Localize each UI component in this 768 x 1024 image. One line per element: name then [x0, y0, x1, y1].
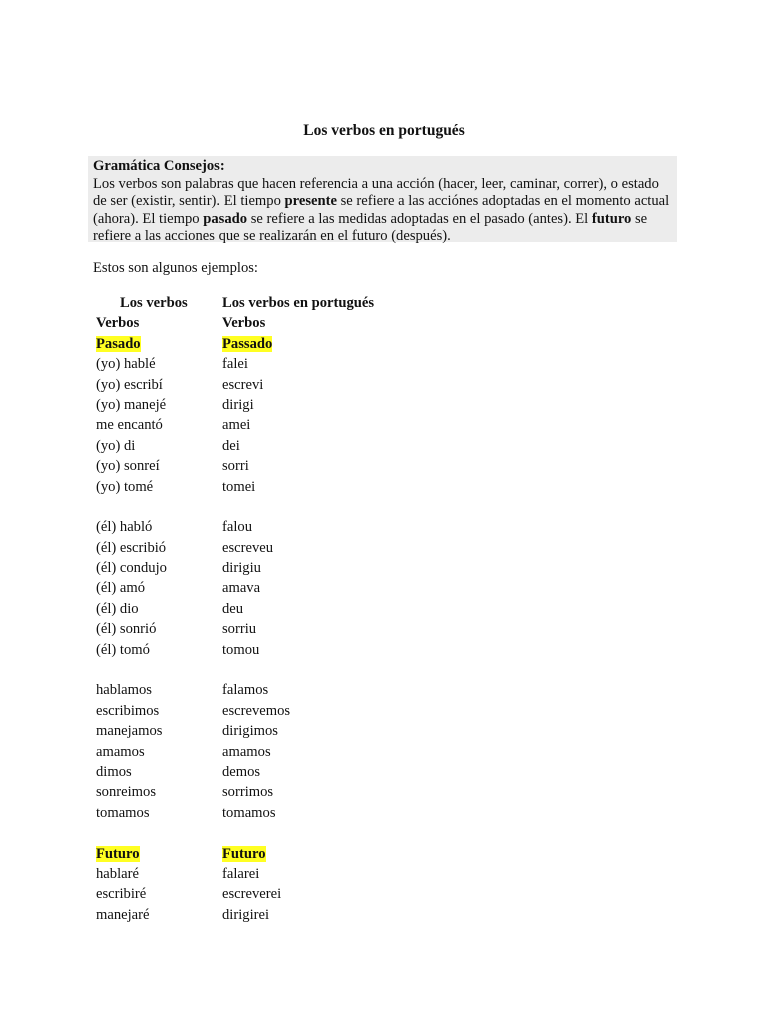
- future-label-portuguese: Futuro: [222, 845, 266, 862]
- spanish-verb: amamos: [96, 743, 145, 760]
- spacer: [96, 497, 516, 517]
- table-row: [96, 640, 516, 660]
- table-row: [96, 619, 516, 639]
- past-label-spanish: Pasado: [96, 335, 141, 352]
- portuguese-verb: sorriu: [222, 621, 257, 638]
- table-row: [96, 354, 516, 374]
- spanish-verb: (él) habló: [96, 519, 153, 536]
- past-label-portuguese: Passado: [222, 335, 273, 352]
- tips-bold-futuro: futuro: [591, 210, 632, 227]
- tips-text-1: Los verbos son palabras que hacen referencia a una acción (hacer, leer, caminar, correr), o estado de ser (existir, sentir). El tiempo: [93, 175, 659, 209]
- spanish-verb: tomamos: [96, 804, 150, 821]
- future-label-spanish: Futuro: [96, 845, 140, 862]
- spanish-verb: (él) tomó: [96, 641, 150, 658]
- portuguese-verb: escreveu: [222, 539, 274, 556]
- tips-body: [93, 176, 672, 246]
- past-nos-group: [96, 680, 516, 823]
- tips-bold-pasado: pasado: [203, 210, 248, 227]
- table-header-row: [96, 293, 516, 313]
- portuguese-verb: dirigirei: [222, 906, 270, 923]
- table-row: [96, 517, 516, 537]
- spanish-verb: (yo) sonreí: [96, 458, 160, 475]
- subheader-spanish: Verbos: [96, 315, 140, 332]
- portuguese-verb: amamos: [222, 743, 271, 760]
- portuguese-verb: falou: [222, 519, 252, 536]
- future-tense-label-row: [96, 844, 516, 864]
- portuguese-verb: tomamos: [222, 804, 276, 821]
- portuguese-verb: falarei: [222, 865, 260, 882]
- past-tense-label-row: [96, 334, 516, 354]
- table-row: [96, 456, 516, 476]
- spanish-verb: sonreimos: [96, 784, 156, 801]
- spacer: [96, 823, 516, 843]
- table-row: [96, 578, 516, 598]
- spanish-verb: (él) dio: [96, 600, 139, 617]
- grammar-tips-box: [88, 156, 677, 242]
- portuguese-verb: falamos: [222, 682, 269, 699]
- table-row: [96, 477, 516, 497]
- table-row: [96, 742, 516, 762]
- portuguese-verb: amei: [222, 417, 251, 434]
- spanish-verb: hablaré: [96, 865, 139, 882]
- spanish-verb: (yo) manejé: [96, 396, 167, 413]
- table-row: [96, 395, 516, 415]
- spanish-verb: dimos: [96, 763, 132, 780]
- spacer: [96, 660, 516, 680]
- tips-heading: Gramática Consejos:: [93, 158, 225, 174]
- table-row: [96, 884, 516, 904]
- table-row: [96, 721, 516, 741]
- intro-text: Estos son algunos ejemplos:: [93, 260, 258, 276]
- portuguese-verb: dirigi: [222, 396, 254, 413]
- spanish-verb: (él) amó: [96, 580, 146, 597]
- portuguese-verb: demos: [222, 763, 261, 780]
- portuguese-verb: tomei: [222, 478, 256, 495]
- portuguese-verb: dirigiu: [222, 560, 261, 577]
- table-row: [96, 803, 516, 823]
- spanish-verb: manejamos: [96, 723, 163, 740]
- column-header-portuguese: Los verbos en portugués: [222, 295, 375, 311]
- table-row: [96, 762, 516, 782]
- table-row: [96, 680, 516, 700]
- spanish-verb: escribimos: [96, 702, 160, 719]
- portuguese-verb: falei: [222, 356, 248, 373]
- table-row: [96, 905, 516, 925]
- tips-text-2: se refiere a las acciónes adoptadas en el momento actual (ahora). El tiempo: [93, 193, 670, 227]
- table-row: [96, 558, 516, 578]
- table-row: [96, 436, 516, 456]
- table-row: [96, 701, 516, 721]
- table-row: [96, 538, 516, 558]
- portuguese-verb: deu: [222, 600, 244, 617]
- table-row: [96, 864, 516, 884]
- spanish-verb: manejaré: [96, 906, 150, 923]
- portuguese-verb: escreverei: [222, 886, 282, 903]
- past-el-group: [96, 517, 516, 660]
- spanish-verb: (él) condujo: [96, 560, 167, 577]
- table-row: [96, 599, 516, 619]
- verb-table: [96, 293, 516, 925]
- tips-text-3: se refiere a las medidas adoptadas en el pasado (antes). El: [247, 210, 592, 227]
- portuguese-verb: sorri: [222, 458, 249, 475]
- tips-bold-presente: presente: [284, 193, 337, 209]
- portuguese-verb: sorrimos: [222, 784, 274, 801]
- portuguese-verb: dei: [222, 437, 240, 454]
- table-row: [96, 375, 516, 395]
- past-yo-group: [96, 354, 516, 497]
- table-row: [96, 782, 516, 802]
- table-subheader-row: [96, 313, 516, 333]
- spanish-verb: (yo) tomé: [96, 478, 154, 495]
- subheader-portuguese: Verbos: [222, 315, 266, 332]
- portuguese-verb: dirigimos: [222, 723, 278, 740]
- future-group: [96, 864, 516, 925]
- column-header-spanish: Los verbos: [120, 295, 188, 311]
- spanish-verb: (él) escribió: [96, 539, 167, 556]
- spanish-verb: (yo) escribí: [96, 376, 163, 393]
- portuguese-verb: escrevemos: [222, 702, 291, 719]
- spanish-verb: (yo) di: [96, 437, 136, 454]
- tips-text-4: se refiere a las acciones que se realizarán en el futuro (después).: [93, 210, 648, 244]
- portuguese-verb: tomou: [222, 641, 260, 658]
- table-row: [96, 415, 516, 435]
- spanish-verb: (yo) hablé: [96, 356, 156, 373]
- spanish-verb: me encantó: [96, 417, 163, 434]
- document-title: Los verbos en portugués: [303, 122, 465, 139]
- portuguese-verb: escrevi: [222, 376, 264, 393]
- spanish-verb: (él) sonrió: [96, 621, 157, 638]
- spanish-verb: escribiré: [96, 886, 147, 903]
- spanish-verb: hablamos: [96, 682, 152, 699]
- portuguese-verb: amava: [222, 580, 261, 597]
